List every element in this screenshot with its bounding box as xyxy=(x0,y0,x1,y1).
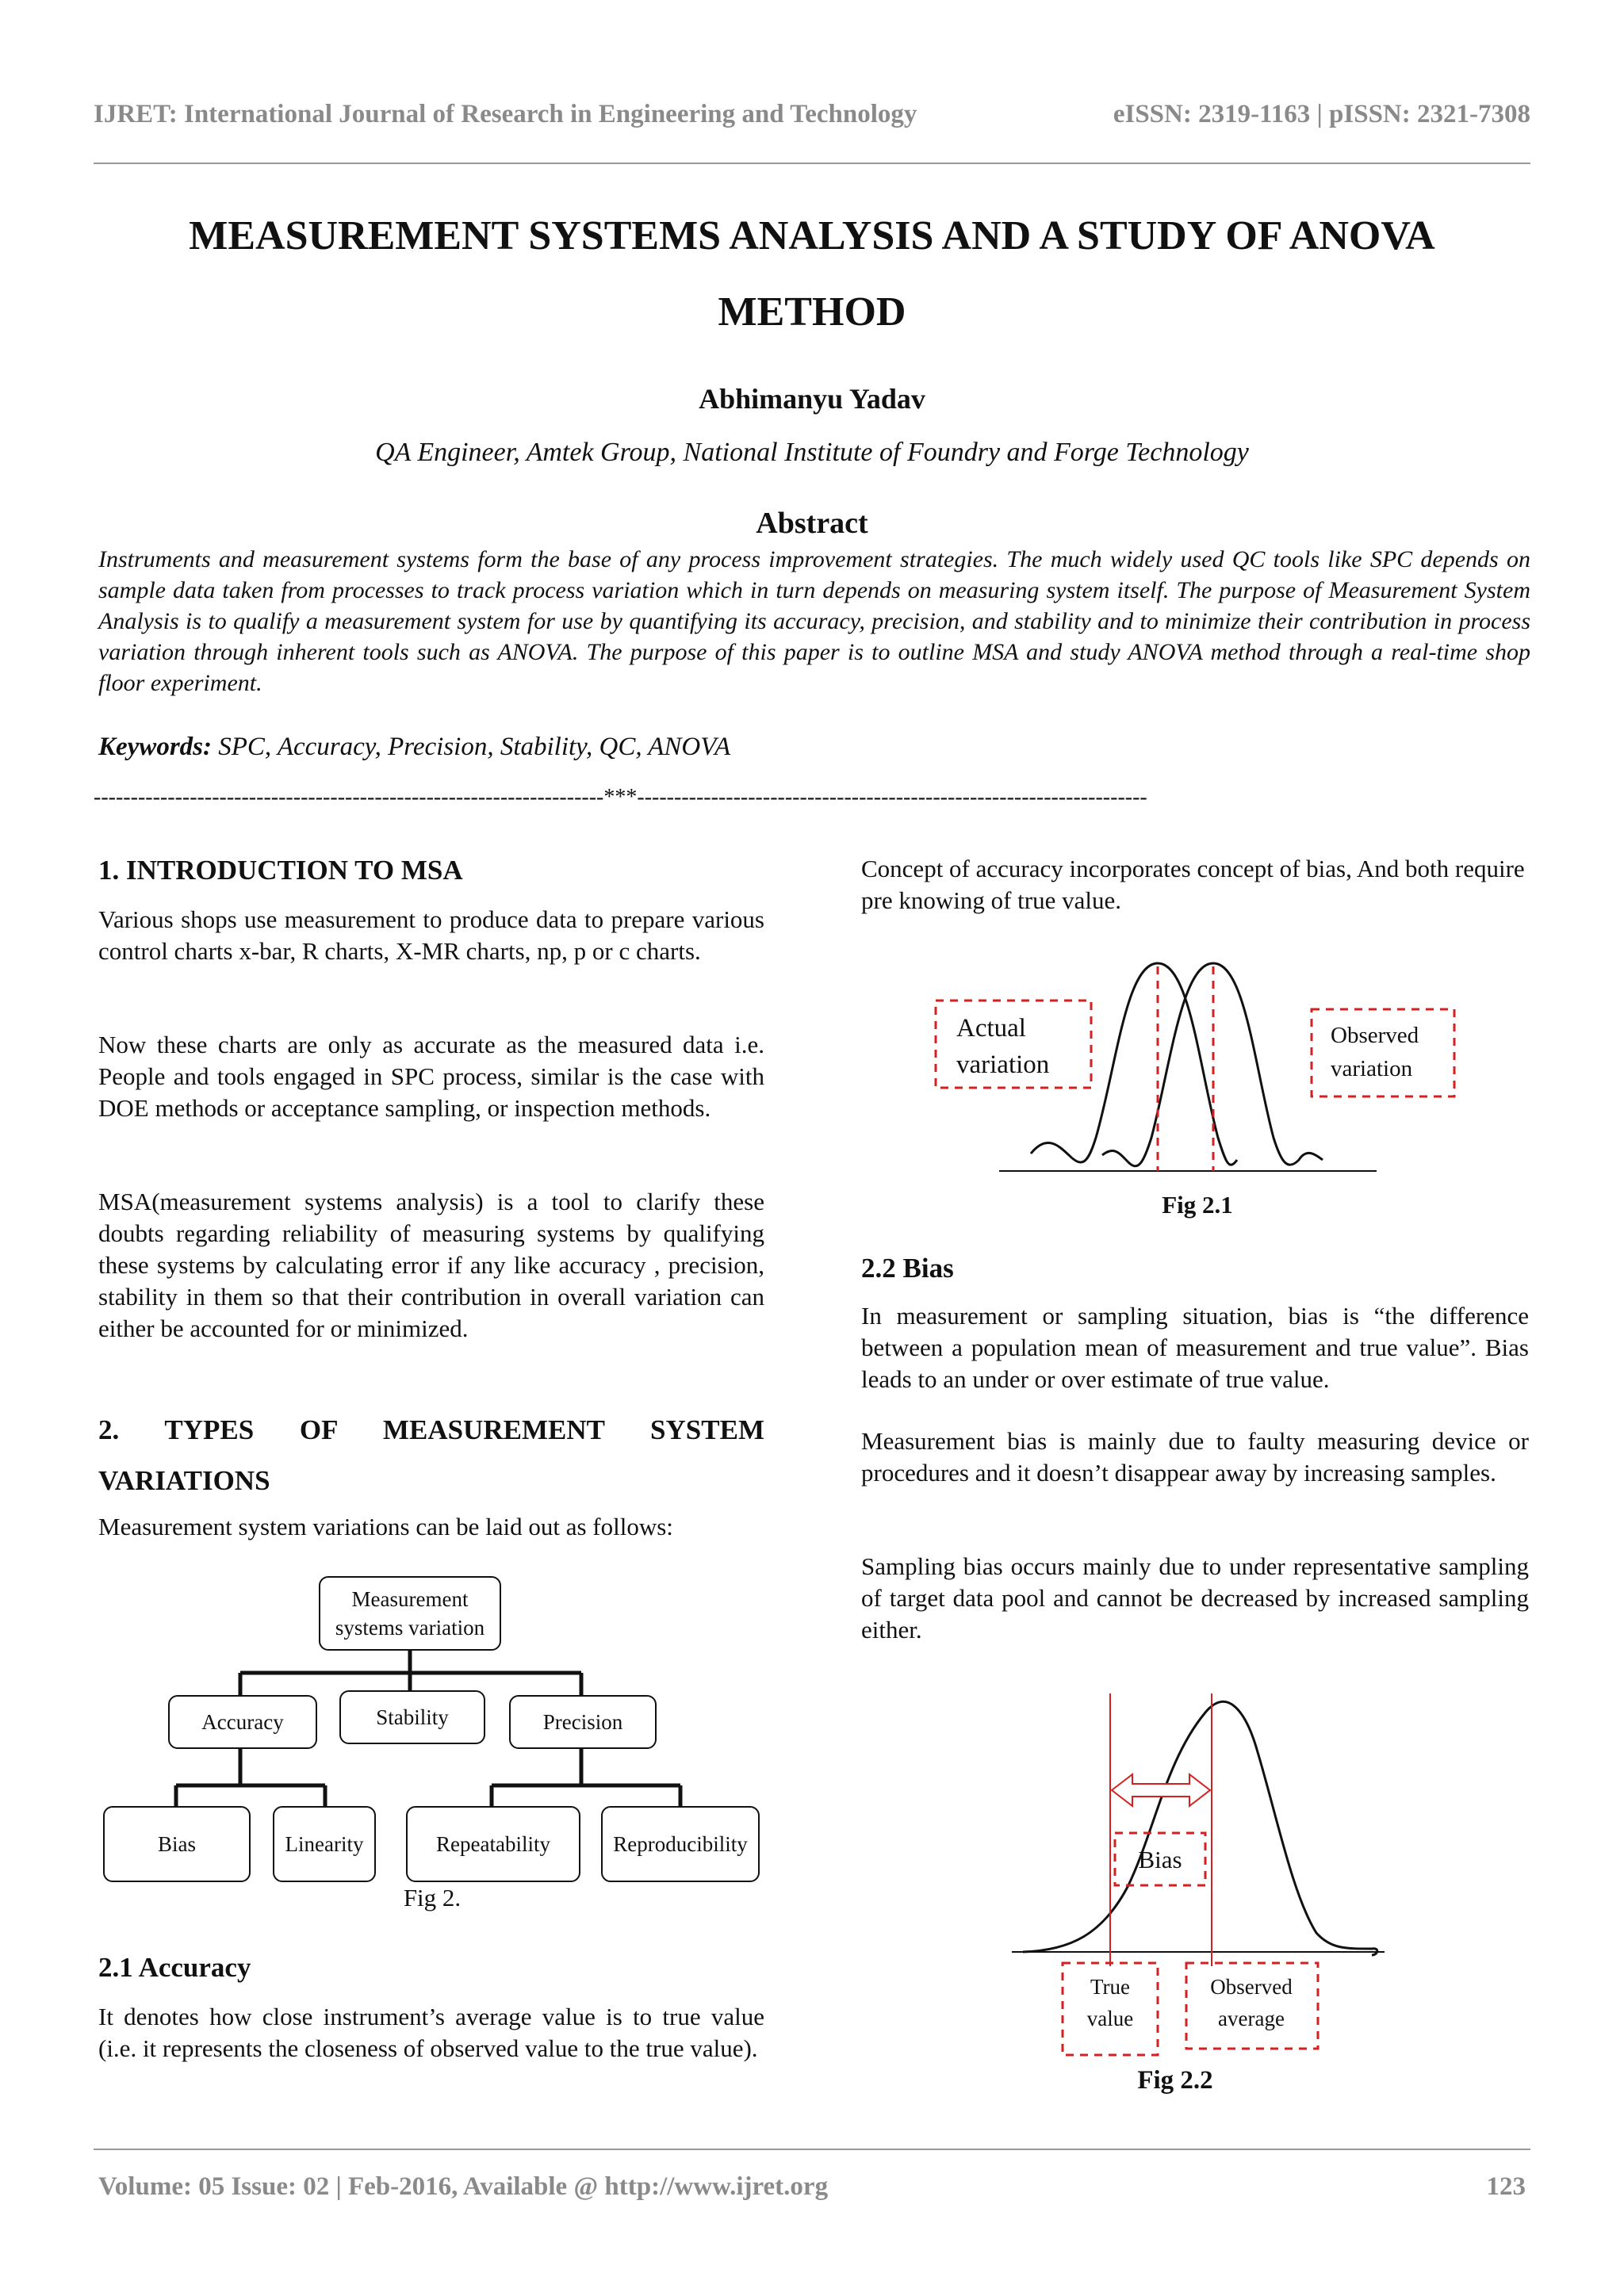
fig21-label-actual-2: variation xyxy=(956,1050,1050,1079)
fig22-label-bias: Bias xyxy=(1138,1846,1182,1873)
fig22-label-true-2: value xyxy=(1086,2007,1134,2030)
fig2-node-linearity: Linearity xyxy=(273,1806,376,1882)
fig22-label-true-1: True xyxy=(1090,1975,1131,1999)
fig2-node-repeatability: Repeatability xyxy=(406,1806,580,1882)
sec21-paragraph-2: Concept of accuracy incorporates concept of bias, And both require pre knowing of true value. xyxy=(861,855,1525,914)
sec22-paragraph-3: Sampling bias occurs mainly due to under representative sampling of target data pool and cannot be decreased by increased sampling either. xyxy=(861,1552,1529,1644)
sec21-paragraph-1: It denotes how close instrument’s average value is to true value (i.e. it represents the closeness of observed value to the true value). xyxy=(98,2003,764,2062)
abstract-heading: Abstract xyxy=(756,507,868,540)
journal-header: IJRET: International Journal of Research in Engineering and Technology xyxy=(94,100,917,128)
fig22-label-observed-2: average xyxy=(1218,2007,1285,2030)
fig22-caption: Fig 2.2 xyxy=(1137,2066,1213,2095)
keywords-label: Keywords: xyxy=(98,733,212,761)
footer-volume: Volume: 05 Issue: 02 | Feb-2016, Available @ http://www.ijret.org xyxy=(98,2172,829,2201)
sec1-paragraph-1: Various shops use measurement to produce data to prepare various control charts x-bar, R charts, X-MR charts, np, p or c charts. xyxy=(98,905,764,965)
fig21-label-observed-1: Observed xyxy=(1331,1023,1419,1048)
sec2-heading: 2. TYPES OF MEASUREMENT SYSTEM VARIATIONS xyxy=(98,1414,764,1496)
fig22-bias-diagram xyxy=(999,1681,1411,2077)
sec22-paragraph-2: Measurement bias is mainly due to faulty measuring device or procedures and it doesn’t disappear away by increasing samples. xyxy=(861,1427,1529,1487)
footer-rule xyxy=(94,2149,1530,2150)
sec2-paragraph-1: Measurement system variations can be laid out as follows: xyxy=(98,1513,673,1540)
sec1-heading: 1. INTRODUCTION TO MSA xyxy=(98,855,463,886)
sec1-paragraph-3: MSA(measurement systems analysis) is a tool to clarify these doubts regarding reliability of measuring systems by qualifying these systems by calculating error if any like accuracy , precision, stability in them so that their contribution in overall variation can either be accounted for or minimized. xyxy=(98,1188,764,1342)
fig21-caption: Fig 2.1 xyxy=(1162,1191,1233,1219)
abstract-text: Instruments and measurement systems form the base of any process improvement strategies. The much widely used QC tools like SPC depends on sample data taken from processes to track process variation which in turn depends on measuring system itself. The purpose of Measurement System Analysis is to qualify a measurement system for use by quantifying its accuracy, precision, and stability and to minimize their contribution in process variation through inherent tools such as ANOVA. The purpose of this paper is to outline MSA and study ANOVA method through a real-time shop floor experiment. xyxy=(98,546,1530,696)
author-affiliation: QA Engineer, Amtek Group, National Institute of Foundry and Forge Technology xyxy=(375,438,1249,467)
sec22-paragraph-1: In measurement or sampling situation, bias is “the difference between a population mean of measurement and true value”. Bias leads to an under or over estimate of true value. xyxy=(861,1302,1529,1393)
paper-title: MEASUREMENT SYSTEMS ANALYSIS AND A STUDY OF ANOVA METHOD xyxy=(189,213,1435,335)
fig21-distribution-diagram xyxy=(912,947,1467,1185)
sec21-heading: 2.1 Accuracy xyxy=(98,1952,251,1983)
sec22-heading: 2.2 Bias xyxy=(861,1253,954,1284)
fig22-label-observed-1: Observed xyxy=(1210,1975,1293,1999)
fig2-node-root: Measurement systems variation xyxy=(319,1576,501,1651)
section-divider: ---------------------------------------------------------------------***--------------------------------------------------------------------- xyxy=(94,785,1147,809)
fig2-caption: Fig 2. xyxy=(403,1884,462,1911)
fig2-node-bias: Bias xyxy=(103,1806,251,1882)
fig2-node-stability: Stability xyxy=(339,1690,485,1744)
author-name: Abhimanyu Yadav xyxy=(699,383,925,415)
page-number: 123 xyxy=(1486,2172,1526,2201)
keywords-text: SPC, Accuracy, Precision, Stability, QC, ANOVA xyxy=(212,733,731,761)
fig2-node-precision: Precision xyxy=(509,1695,657,1749)
issn-header: eISSN: 2319-1163 | pISSN: 2321-7308 xyxy=(1113,100,1530,128)
fig2-node-reproducibility: Reproducibility xyxy=(601,1806,760,1882)
fig21-label-actual-1: Actual xyxy=(956,1014,1026,1043)
sec1-paragraph-2: Now these charts are only as accurate as the measured data i.e. People and tools engaged in SPC process, similar is the case with DOE methods or acceptance sampling, or inspection methods. xyxy=(98,1031,764,1122)
fig21-label-observed-2: variation xyxy=(1331,1056,1413,1081)
fig2-node-accuracy: Accuracy xyxy=(168,1695,317,1749)
